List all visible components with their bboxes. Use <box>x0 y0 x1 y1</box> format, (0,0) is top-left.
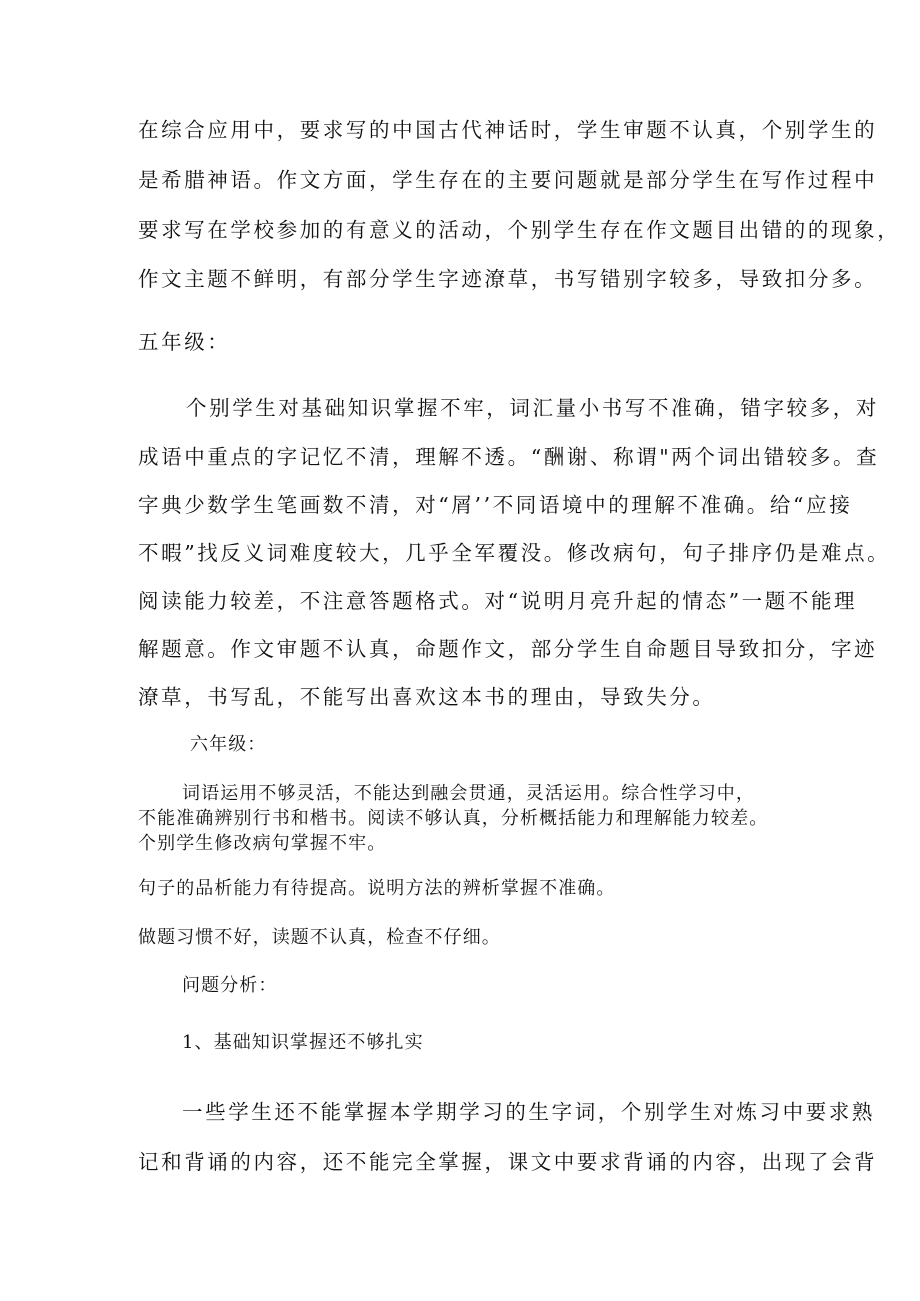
grade6-paragraph-line: 词语运用不够灵活，不能达到融会贯通，灵活运用。综合性学习中， <box>182 783 755 804</box>
grade5-paragraph-line: 成语中重点的字记忆不清，理解不透。“酬谢、称谓"两个词出错较多。查 <box>138 445 880 469</box>
grade5-paragraph-line: 不暇”找反义词难度较大，几乎全军覆没。修改病句，句子排序仍是难点。 <box>138 541 891 565</box>
grade5-paragraph-line: 阅读能力较差，不注意答题格式。对“说明月亮升起的情态”一题不能理 <box>138 589 858 613</box>
intro-paragraph-line: 要求写在学校参加的有意义的活动，个别学生存在作文题目出错的的现象， <box>138 218 901 242</box>
grade5-heading: 五年级： <box>138 330 231 354</box>
grade6-paragraph-line: 个别学生修改病句掌握不牢。 <box>138 833 387 854</box>
grade5-paragraph-line: 个别学生对基础知识掌握不牢，词汇量小书写不准确，错字较多，对 <box>186 396 879 420</box>
intro-paragraph-line: 在综合应用中，要求写的中国古代神话时，学生审题不认真，个别学生的 <box>138 118 878 142</box>
grade5-paragraph-line: 潦草，书写乱，不能写出喜欢这本书的理由，导致失分。 <box>138 685 716 709</box>
intro-paragraph-line: 作文主题不鲜明，有部分学生字迹潦草，书写错别字较多，导致扣分多。 <box>138 267 878 291</box>
point1-heading: 1、基础知识掌握还不够扎实 <box>182 1032 424 1053</box>
intro-paragraph-line: 是希腊神语。作文方面，学生存在的主要问题就是部分学生在写作过程中 <box>138 168 878 192</box>
grade6-heading: 六年级： <box>190 734 267 755</box>
grade5-paragraph-line: 解题意。作文审题不认真，命题作文，部分学生自命题目导致扣分，字迹 <box>138 637 878 661</box>
grade6-analysis-line: 句子的品析能力有待提高。说明方法的辨析掌握不准确。 <box>138 878 616 899</box>
grade6-habits-line: 做题习惯不好，读题不认真，检查不仔细。 <box>138 927 501 948</box>
grade6-paragraph-line: 不能准确辨别行书和楷书。阅读不够认真，分析概括能力和理解能力较差。 <box>138 808 769 829</box>
analysis-heading: 问题分析： <box>182 975 278 996</box>
point1-paragraph-line: 一些学生还不能掌握本学期学习的生字词，个别学生对炼习中要求熟 <box>182 1100 875 1124</box>
point1-paragraph-line: 记和背诵的内容，还不能完全掌握，课文中要求背诵的内容，出现了会背 <box>138 1150 878 1174</box>
grade5-paragraph-line: 字典少数学生笔画数不清，对“屑’’不同语境中的理解不准确。给“应接 <box>138 493 853 517</box>
